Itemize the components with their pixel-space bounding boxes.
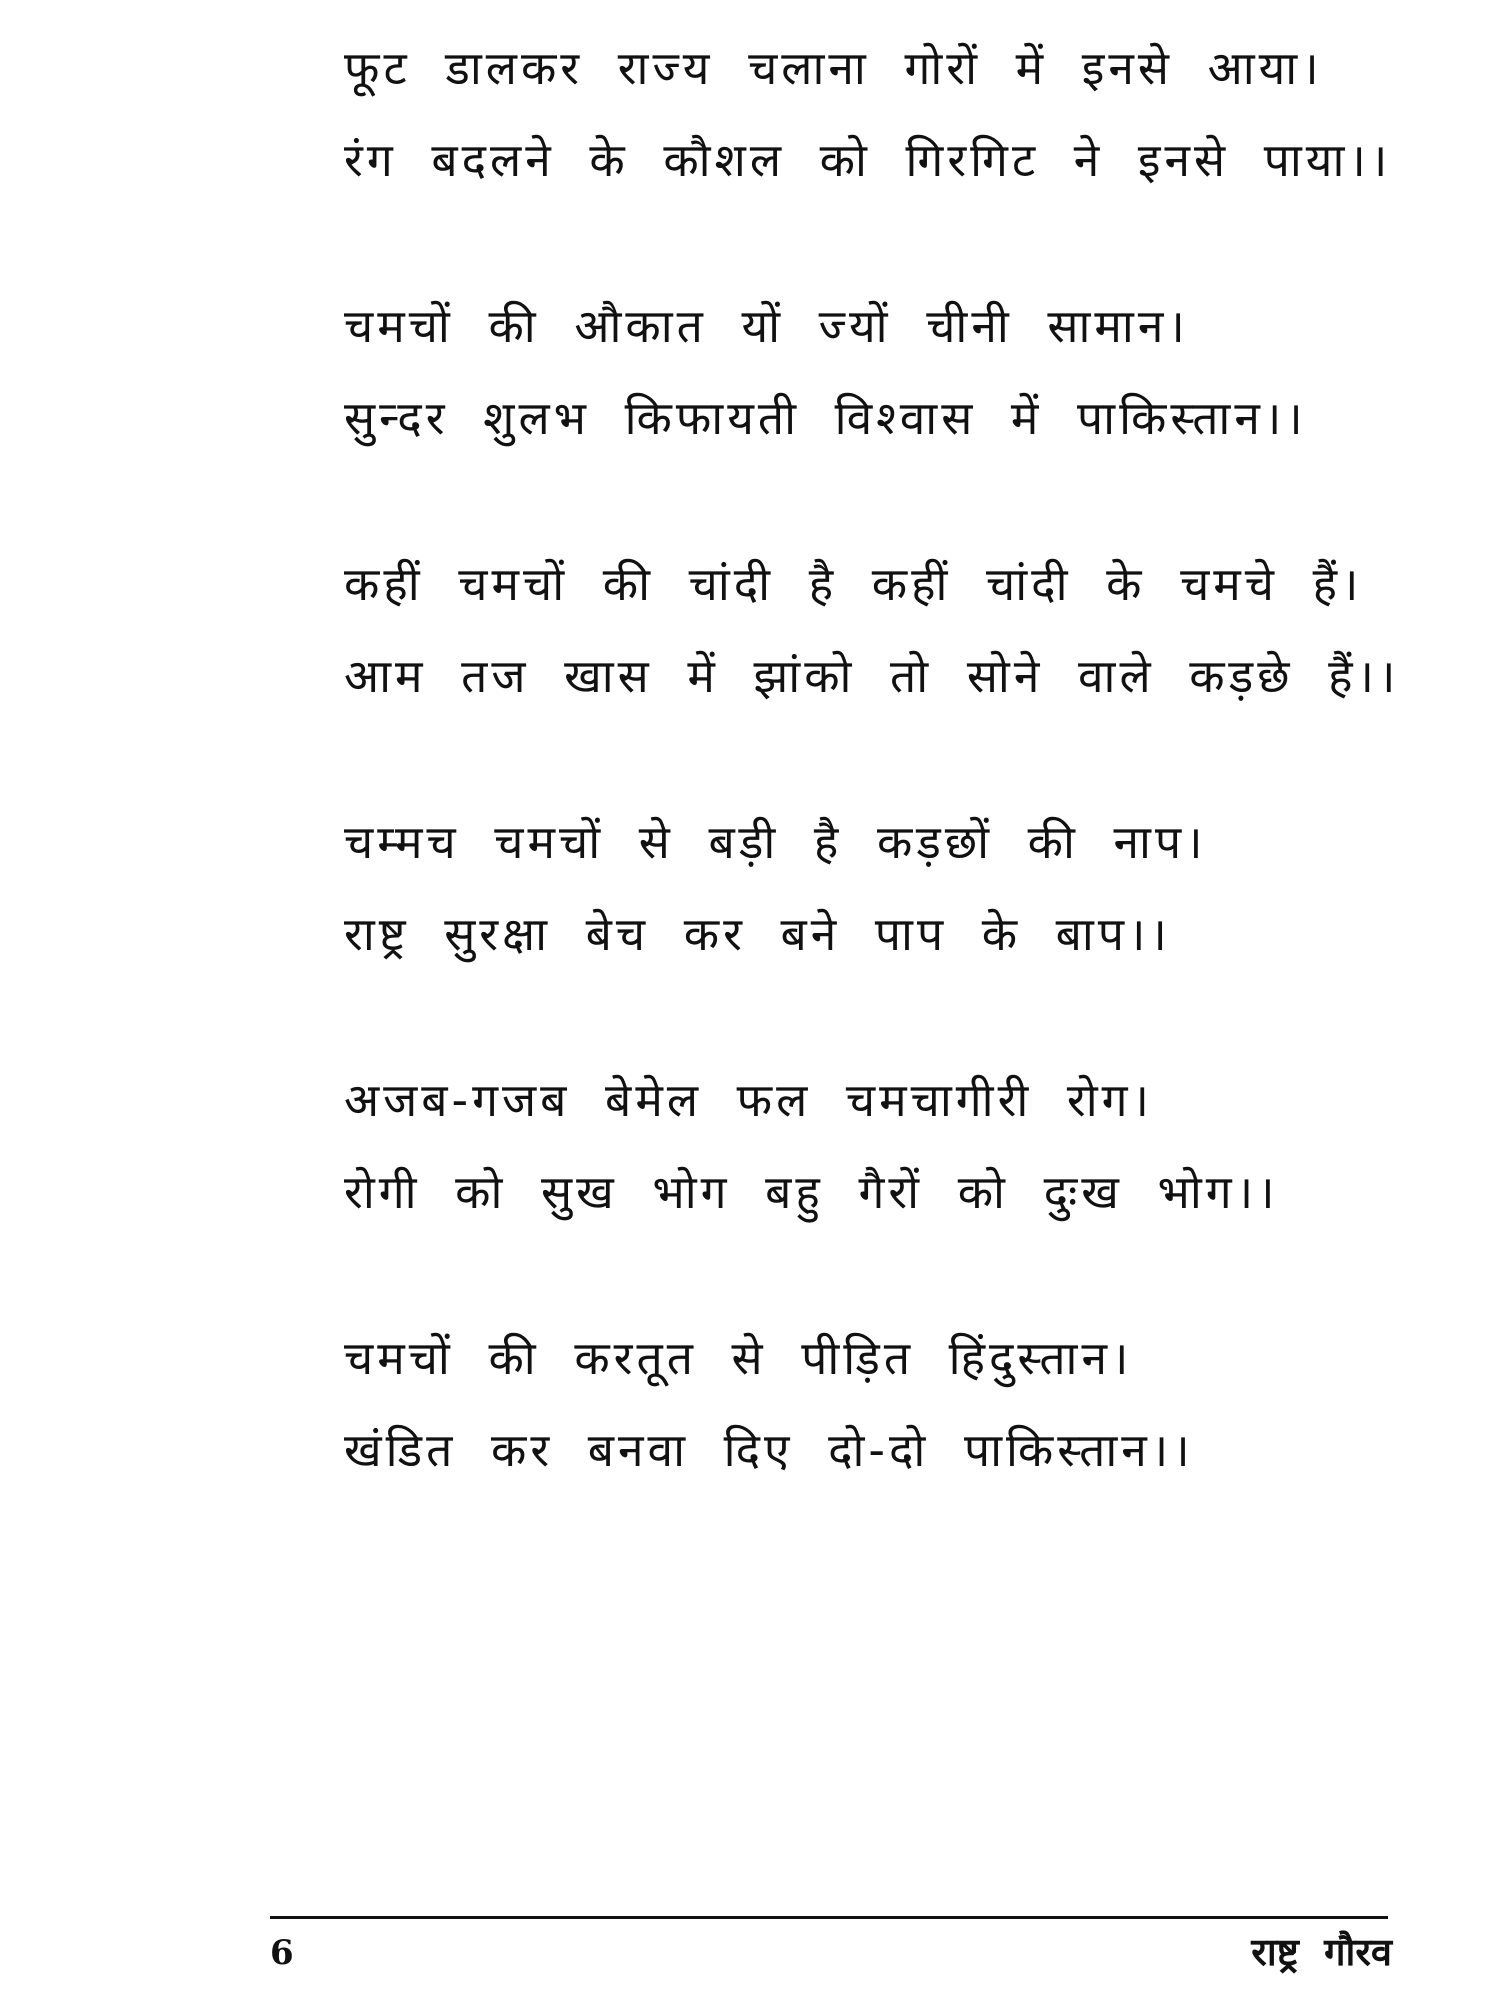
running-title: राष्ट्र गौरव xyxy=(1251,1930,1392,1974)
stanza-5 xyxy=(344,1054,1344,1238)
poem-line: राष्ट्र सुरक्षा बेच कर बने पाप के बाप।। xyxy=(344,907,1171,961)
poem xyxy=(344,22,1400,1570)
footer-divider xyxy=(270,1916,1388,1919)
stanza-4 xyxy=(344,796,1344,980)
stanza-3 xyxy=(344,538,1400,722)
poem-line: सुन्दर शुलभ किफायती विश्वास में पाकिस्तान।। xyxy=(344,391,1307,445)
poem-line: रोगी को सुख भोग बहु गैरों को दुःख भोग।। xyxy=(344,1165,1279,1219)
poem-line: खंडित कर बनवा दिए दो-दो पाकिस्तान।। xyxy=(344,1423,1194,1477)
poem-line: अजब-गजब बेमेल फल चमचागीरी रोग। xyxy=(344,1073,1153,1127)
poem-line: चम्मच चमचों से बड़ी है कड़छों की नाप। xyxy=(344,815,1207,869)
poem-line: आम तज खास में झांको तो सोने वाले कड़छे हैं।। xyxy=(344,649,1400,703)
poem-line: चमचों की करतूत से पीड़ित हिंदुस्तान। xyxy=(344,1331,1133,1385)
stanza-6 xyxy=(344,1312,1344,1496)
poem-line: फूट डालकर राज्य चलाना गोरों में इनसे आया। xyxy=(344,41,1323,95)
stanza-1 xyxy=(344,22,1392,206)
poem-line: कहीं चमचों की चांदी है कहीं चांदी के चमचे हैं। xyxy=(344,557,1363,611)
poem-line: रंग बदलने के कौशल को गिरगिट ने इनसे पाया।। xyxy=(344,133,1392,187)
poem-line: चमचों की औकात यों ज्यों चीनी सामान। xyxy=(344,299,1189,353)
stanza-2 xyxy=(344,280,1344,464)
page-number: 6 xyxy=(270,1933,294,1973)
